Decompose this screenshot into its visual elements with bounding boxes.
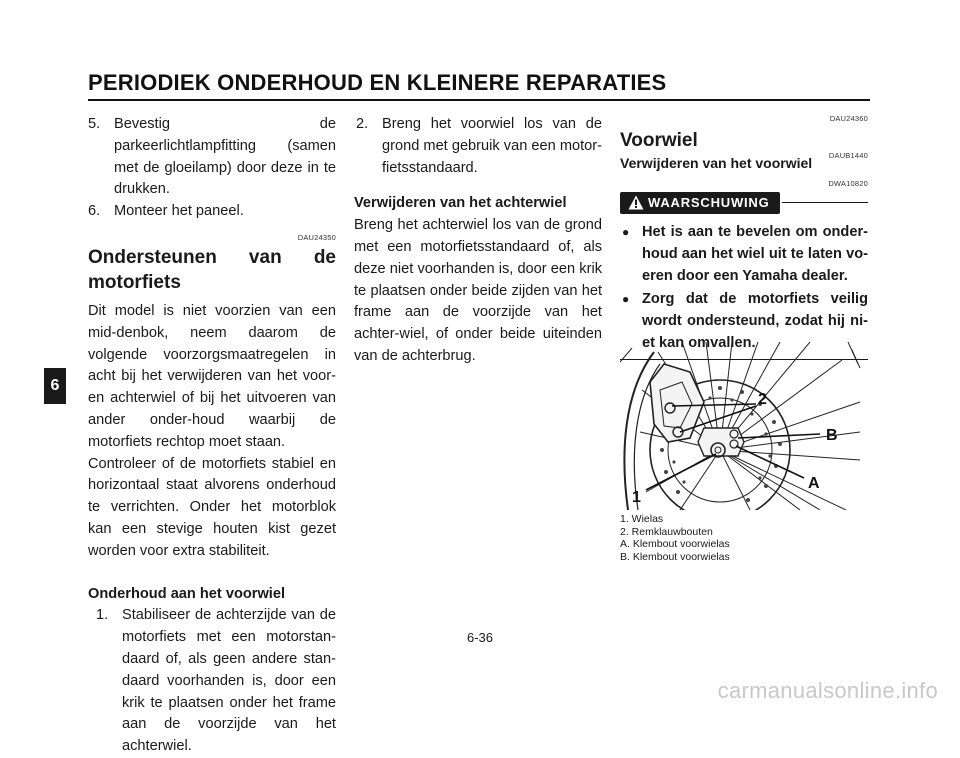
subsection-heading: Verwijderen van het achterwiel [354,195,567,212]
header-rule [88,99,870,101]
figure-label-2: 2 [758,391,767,408]
caption-item: B. Klembout voorwielas [620,550,730,563]
paragraph: Controleer of de motorfiets stabiel en horizontaal staat alvorens onderhoud te verrichten. Onder het motorblok kan een stevige houten kist gezet worden voor extra stabiliteit. [88,455,336,559]
warning-rule [782,202,868,203]
step-text: Stabiliseer de achterzijde van de motorfiets met een motorstan-daard of, als geen andere stan-daard voorhanden is, door een krik te plaatsen onder het frame aan de voorzijde van het achterwiel. [122,607,336,755]
list-item [88,201,336,223]
steps-list [356,114,602,179]
wheel-figure [620,342,864,510]
list-item [88,114,336,201]
bullet-icon: ● [622,225,630,239]
warning-triangle-icon [628,195,644,210]
warning-text: Het is aan te bevelen om onder-houd aan het wiel uit te laten vo-eren door een Yamaha dealer. [642,224,868,284]
step-text: Breng het voorwiel los van de grond met gebruik van een motor-fietsstandaard. [382,116,602,176]
steps-list [96,605,336,758]
section-heading: Voorwiel [620,130,698,151]
warning-label-box [620,192,780,214]
warning-list [620,222,868,355]
figure-label-B: B [826,427,838,444]
subsection-heading: Verwijderen van het voorwiel [620,155,813,171]
caption-item: A. Klembout voorwielas [620,538,730,551]
reference-code: DAU24350 [297,232,336,242]
step-number: 5. [88,116,101,132]
list-item [356,114,602,179]
page-title: PERIODIEK ONDERHOUD EN KLEINERE REPARATIES [88,70,667,95]
reference-code: DAU24360 [829,114,868,123]
paragraph: Breng het achterwiel los van de grond met een motorfietsstandaard of, als deze niet voorhanden is, door een krik te plaatsen onder beide zijden van het frame aan de voorzijde van het achter-wiel, of onder beide uiteinden van de achterbrug. [354,217,602,364]
figure-label-A: A [808,475,820,492]
page-number: 6-36 [466,630,494,645]
chapter-tab: 6 [44,368,66,404]
front-wheel-illustration [620,342,864,510]
list-item [620,222,868,287]
step-number: 1. [96,607,109,624]
reference-code: DWA10820 [828,179,868,188]
reference-code: DAUB1440 [828,151,868,160]
column-3 [620,114,868,360]
steps-top-list [88,114,336,223]
warning-label: WAARSCHUWING [648,195,770,210]
figure-captions [620,513,864,563]
step-text: Monteer het paneel. [114,203,244,220]
figure-label-1: 1 [632,489,641,506]
page-header [88,70,870,96]
paragraph: Dit model is niet voorzien van een mid-denbok, neem daarom de volgende voorzorgsmaatregelen in acht bij het verwijderen van het voor- en achterwiel of bij het uitvoeren van ander onder-houd waarbij de motorfiets rechtop moet staan. [88,302,336,450]
step-number: 2. [356,116,369,132]
list-item [96,605,336,758]
caption-item: 2. Remklauwbouten [620,525,713,538]
step-number: 6. [88,203,101,220]
watermark: carmanualsonline.info [717,678,938,703]
column-1 [88,114,336,758]
section-heading: Ondersteunen van de motorfiets [88,246,336,293]
bullet-icon: ● [622,292,630,307]
column-2 [354,114,602,368]
warning-text: Zorg dat de motorfiets veilig wordt ondersteund, zodat hij ni-et kan omvallen. [642,291,868,351]
subsection-heading: Onderhoud aan het voorwiel [88,585,286,602]
warning-banner [620,192,868,214]
caption-item: 1. Wielas [620,513,664,525]
subheading-row [620,153,868,175]
step-text: Bevestig de parkeerlichtlampfitting (samen met de gloeilamp) door deze in te drukken. [114,116,336,198]
